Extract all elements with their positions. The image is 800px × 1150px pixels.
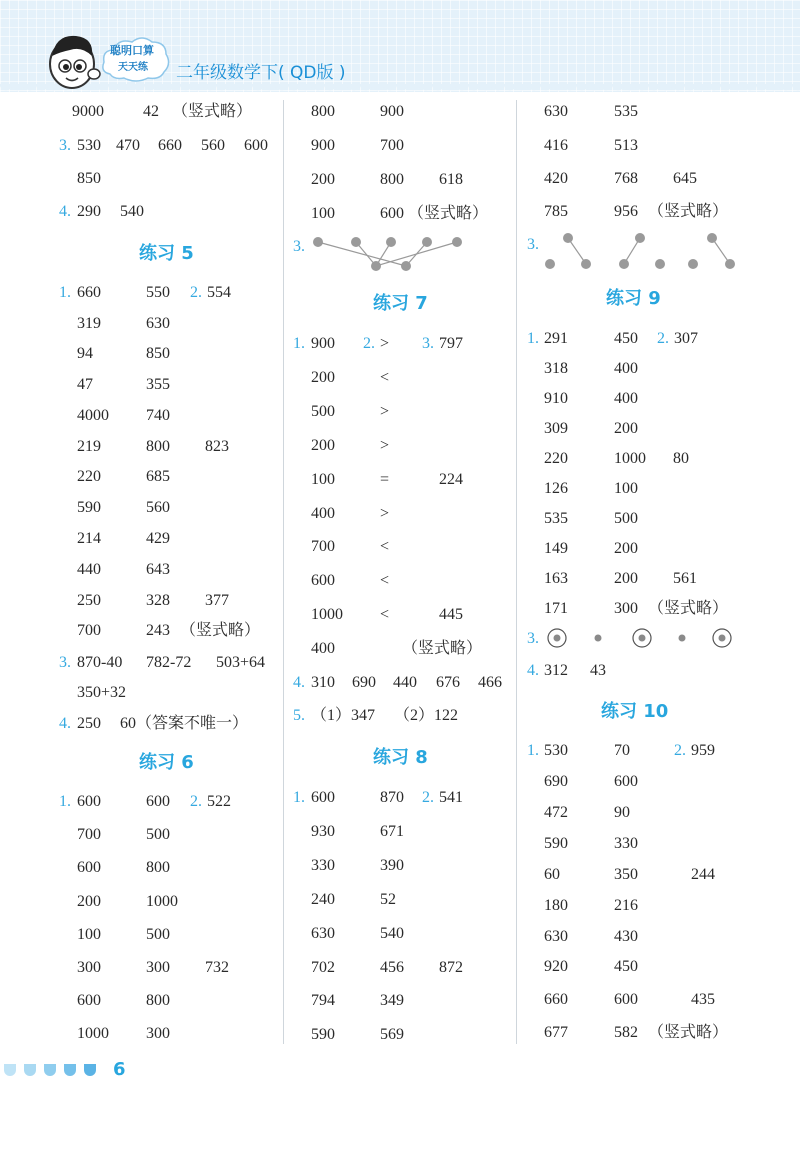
answer-value: 554	[207, 284, 231, 301]
question-number: 1.	[59, 284, 71, 301]
answer-value: 355	[146, 376, 170, 393]
answer-value: 220	[544, 450, 568, 467]
answer-value: 70	[614, 742, 630, 759]
answer-value: 700	[77, 622, 101, 639]
answer-value: 456	[380, 959, 404, 976]
answer-value: 959	[691, 742, 715, 759]
answer-value: 300	[146, 959, 170, 976]
section-title: 练习 5	[139, 243, 194, 264]
answer-value: 630	[544, 103, 568, 120]
answer-value: 200	[614, 540, 638, 557]
answer-value: >	[380, 505, 390, 522]
answer-value: 503+64	[216, 654, 266, 671]
answer-value: 100	[311, 205, 335, 222]
answer-value: （1）347	[311, 707, 376, 724]
answer-value: 700	[311, 538, 335, 555]
answer-value: 870	[380, 789, 404, 806]
answer-value: 318	[544, 360, 568, 377]
answer-value: 540	[120, 203, 144, 220]
answer-value: 500	[146, 926, 170, 943]
answer-value: （竖式略）	[648, 600, 729, 617]
section-title: 练习 7	[373, 293, 428, 314]
answer-value: 250	[77, 592, 101, 609]
answer-value: 920	[544, 958, 568, 975]
answer-value: 200	[614, 420, 638, 437]
answer-value: 630	[544, 928, 568, 945]
answer-value: 429	[146, 530, 170, 547]
question-number: 2.	[674, 742, 686, 759]
answer-value: 300	[146, 1025, 170, 1042]
answer-value: 530	[544, 742, 568, 759]
logo-text-line1: 聪明口算	[110, 44, 154, 57]
answer-value: 569	[380, 1026, 404, 1043]
header-scallop-border	[0, 84, 800, 96]
answer-value: 600	[77, 992, 101, 1009]
answer-value: 1000	[77, 1025, 109, 1042]
answer-value: 550	[146, 284, 170, 301]
answer-value: 782-72	[146, 654, 192, 671]
answer-value: 561	[673, 570, 697, 587]
answer-value: 900	[311, 137, 335, 154]
answer-value: 470	[116, 137, 140, 154]
question-number: 3.	[59, 654, 71, 671]
answer-value: 163	[544, 570, 568, 587]
answer-value: 390	[380, 857, 404, 874]
answer-value: 330	[614, 835, 638, 852]
answer-value: 100	[614, 480, 638, 497]
answer-value: 219	[77, 438, 101, 455]
answer-value: 513	[614, 137, 638, 154]
question-number: 4.	[293, 674, 305, 691]
answer-value: 677	[544, 1024, 568, 1041]
answer-value: 872	[439, 959, 463, 976]
answer-value: 671	[380, 823, 404, 840]
answer-value: （2）122	[394, 707, 459, 724]
answer-value: 244	[691, 866, 715, 883]
column-divider-1	[283, 100, 284, 1044]
answer-value: 430	[614, 928, 638, 945]
question-number: 3.	[422, 335, 434, 352]
answer-value: 250	[77, 715, 101, 732]
answer-value: 377	[205, 592, 229, 609]
answer-value: （竖式略）	[402, 640, 483, 657]
answer-value: 600	[311, 789, 335, 806]
answer-value: 700	[77, 826, 101, 843]
answer-value: 200	[311, 369, 335, 386]
answer-value: 291	[544, 330, 568, 347]
answer-value: 600	[380, 205, 404, 222]
answer-value: 149	[544, 540, 568, 557]
answer-value: 420	[544, 170, 568, 187]
answer-value: （竖式略）	[180, 622, 261, 639]
answer-value: 600	[77, 793, 101, 810]
answer-value: 800	[146, 438, 170, 455]
answer-value: 180	[544, 897, 568, 914]
answer-value: 400	[614, 390, 638, 407]
question-number: 4.	[59, 203, 71, 220]
answer-value: 768	[614, 170, 638, 187]
answer-value: 440	[393, 674, 417, 691]
answer-value: 540	[380, 925, 404, 942]
answer-value: 732	[205, 959, 229, 976]
answer-value: >	[380, 335, 390, 352]
answer-value: 214	[77, 530, 101, 547]
answer-value: 800	[380, 171, 404, 188]
answer-value: 500	[146, 826, 170, 843]
answer-value: 530	[77, 137, 101, 154]
answer-value: 600	[614, 991, 638, 1008]
answer-value: 910	[544, 390, 568, 407]
answer-value: 600	[146, 793, 170, 810]
section-title: 练习 8	[373, 747, 428, 768]
answer-value: 560	[146, 499, 170, 516]
answer-value: 220	[77, 468, 101, 485]
answer-value: 290	[77, 203, 101, 220]
answer-value: （竖式略）	[648, 203, 729, 220]
answer-value: 1000	[614, 450, 646, 467]
mascot-icon	[42, 28, 106, 92]
answer-value: 216	[614, 897, 638, 914]
answer-value: 200	[614, 570, 638, 587]
answer-value: 690	[352, 674, 376, 691]
question-number: 1.	[293, 335, 305, 352]
answer-value: 349	[380, 992, 404, 1009]
question-number: 3.	[527, 630, 539, 647]
answer-value: 582	[614, 1024, 638, 1041]
answer-value: 590	[311, 1026, 335, 1043]
question-number: 4.	[59, 715, 71, 732]
section-title: 练习 6	[139, 752, 194, 773]
answer-value: 200	[311, 437, 335, 454]
question-number: 1.	[527, 742, 539, 759]
answer-value: 643	[146, 561, 170, 578]
answer-value: 330	[311, 857, 335, 874]
answer-value: 416	[544, 137, 568, 154]
answer-value: 126	[544, 480, 568, 497]
answer-value: 100	[311, 471, 335, 488]
answer-value: 300	[614, 600, 638, 617]
question-number: 2.	[422, 789, 434, 806]
answer-value: 60	[544, 866, 560, 883]
book-title: 二年级数学下( QD版 )	[176, 63, 346, 83]
answer-value: 690	[544, 773, 568, 790]
answer-value: <	[380, 606, 390, 623]
answer-value: （竖式略）	[408, 205, 489, 222]
answer-value: 660	[544, 991, 568, 1008]
answer-value: 200	[77, 893, 101, 910]
answer-value: 630	[146, 315, 170, 332]
answer-value: 850	[77, 170, 101, 187]
answer-value: 823	[205, 438, 229, 455]
question-number: 3.	[527, 236, 539, 253]
answer-value: 600	[244, 137, 268, 154]
answer-value: >	[380, 437, 390, 454]
answer-value: 600	[311, 572, 335, 589]
question-number: 2.	[190, 284, 202, 301]
section-title: 练习 9	[606, 288, 661, 309]
answer-value: 900	[311, 335, 335, 352]
answer-value: 956	[614, 203, 638, 220]
answer-value: 350	[614, 866, 638, 883]
answer-value: （竖式略）	[648, 1024, 729, 1041]
answer-value: <	[380, 538, 390, 555]
answer-value: 319	[77, 315, 101, 332]
answer-value: 700	[380, 137, 404, 154]
answer-value: 676	[436, 674, 460, 691]
answer-value: 200	[311, 171, 335, 188]
answer-value: 310	[311, 674, 335, 691]
question-number: 2.	[657, 330, 669, 347]
answer-value: 930	[311, 823, 335, 840]
column-divider-2	[516, 100, 517, 1044]
answer-value: 900	[380, 103, 404, 120]
answer-value: 60（答案不唯一）	[120, 715, 249, 732]
answer-value: 660	[77, 284, 101, 301]
answer-value: 80	[673, 450, 689, 467]
answer-value: （竖式略）	[172, 103, 253, 120]
answer-value: 312	[544, 662, 568, 679]
answer-value: 560	[201, 137, 225, 154]
answer-value: 535	[614, 103, 638, 120]
answer-value: 466	[478, 674, 502, 691]
answer-value: 43	[590, 662, 606, 679]
answer-value: 535	[544, 510, 568, 527]
answer-value: 309	[544, 420, 568, 437]
question-number: 4.	[527, 662, 539, 679]
answer-value: 870-40	[77, 654, 123, 671]
question-number: 5.	[293, 707, 305, 724]
answer-value: 307	[674, 330, 698, 347]
circled-dots-row	[540, 626, 740, 650]
question-number: 1.	[527, 330, 539, 347]
answer-value: 800	[146, 992, 170, 1009]
answer-value: 500	[614, 510, 638, 527]
matching-diagram-col3	[538, 228, 748, 272]
question-number: 1.	[293, 789, 305, 806]
answer-value: 9000	[72, 103, 104, 120]
answer-value: 224	[439, 471, 463, 488]
answer-value: 590	[544, 835, 568, 852]
answer-value: 42	[143, 103, 159, 120]
answer-value: >	[380, 403, 390, 420]
answer-value: 450	[614, 330, 638, 347]
answer-value: 685	[146, 468, 170, 485]
answer-value: 1000	[146, 893, 178, 910]
answer-value: 90	[614, 804, 630, 821]
answer-value: 590	[77, 499, 101, 516]
answer-value: 702	[311, 959, 335, 976]
answer-value: 740	[146, 407, 170, 424]
answer-value: 541	[439, 789, 463, 806]
page-number: 6	[113, 1059, 126, 1080]
answer-value: 300	[77, 959, 101, 976]
answer-value: 435	[691, 991, 715, 1008]
answer-value: 645	[673, 170, 697, 187]
answer-value: 800	[146, 859, 170, 876]
answer-value: <	[380, 572, 390, 589]
answer-value: 400	[614, 360, 638, 377]
footer-decoration-icon	[0, 1062, 110, 1078]
answer-value: 440	[77, 561, 101, 578]
answer-value: <	[380, 369, 390, 386]
answer-value: 630	[311, 925, 335, 942]
matching-diagram-col2	[300, 232, 470, 276]
answer-value: 472	[544, 804, 568, 821]
answer-value: 243	[146, 622, 170, 639]
answer-value: 171	[544, 600, 568, 617]
answer-value: 600	[77, 859, 101, 876]
question-number: 2.	[363, 335, 375, 352]
answer-value: 450	[614, 958, 638, 975]
answer-value: 794	[311, 992, 335, 1009]
logo-text-line2: 天天练	[118, 62, 148, 73]
answer-value: 600	[614, 773, 638, 790]
answer-value: 660	[158, 137, 182, 154]
answer-value: 328	[146, 592, 170, 609]
question-number: 2.	[190, 793, 202, 810]
section-title: 练习 10	[601, 701, 669, 722]
answer-value: 350+32	[77, 684, 127, 701]
answer-value: 100	[77, 926, 101, 943]
answer-value: 522	[207, 793, 231, 810]
answer-value: 800	[311, 103, 335, 120]
answer-value: 400	[311, 505, 335, 522]
answer-value: 52	[380, 891, 396, 908]
answer-value: 47	[77, 376, 93, 393]
answer-value: 618	[439, 171, 463, 188]
answer-value: 797	[439, 335, 463, 352]
question-number: 3.	[59, 137, 71, 154]
answer-value: 500	[311, 403, 335, 420]
answer-value: 94	[77, 345, 93, 362]
answer-value: =	[380, 471, 390, 488]
answer-value: 1000	[311, 606, 343, 623]
answer-value: 785	[544, 203, 568, 220]
answer-value: 400	[311, 640, 335, 657]
answer-value: 850	[146, 345, 170, 362]
question-number: 3.	[293, 238, 305, 255]
answer-value: 4000	[77, 407, 109, 424]
answer-value: 445	[439, 606, 463, 623]
question-number: 1.	[59, 793, 71, 810]
answer-value: 240	[311, 891, 335, 908]
